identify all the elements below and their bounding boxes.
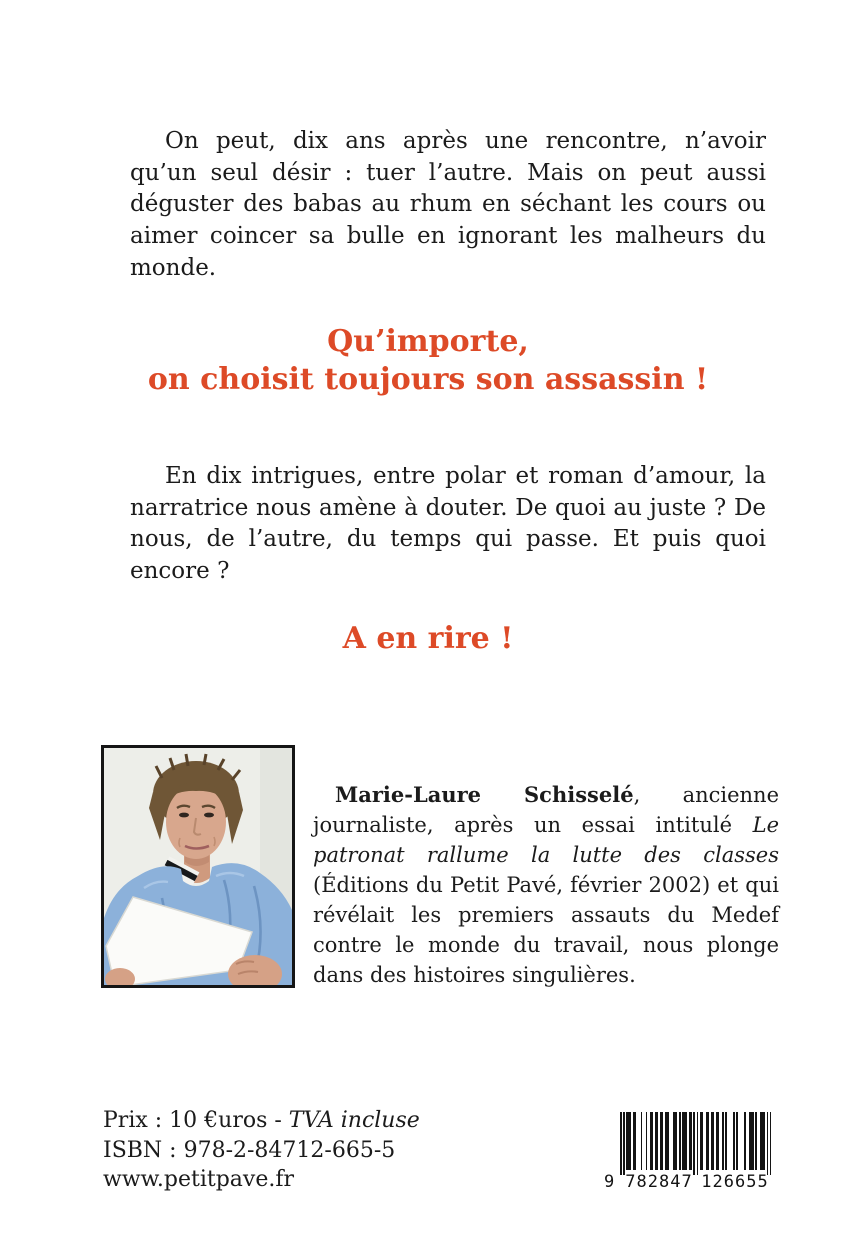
barcode-bars: [620, 1112, 772, 1175]
bio-text-2: (Éditions du Petit Pavé, février 2002) et qui révélait les premiers assauts du Medef contre le monde du travail, nous plonge dans des histoires singulières.: [313, 873, 779, 987]
tagline-primary: [110, 323, 746, 399]
face: [166, 782, 226, 859]
isbn-line: ISBN : 978-2-84712-665-5: [103, 1137, 396, 1163]
book-title: Le patronat rallume la lutte des classes: [313, 813, 779, 867]
author-bio: [313, 780, 779, 990]
bio-text-1: , ancienne journaliste, après un essai intitulé: [313, 783, 780, 837]
tagline-line-1: Qu’importe,: [327, 324, 529, 359]
price-tva-note: TVA incluse: [288, 1108, 420, 1133]
synopsis-paragraph-2: En dix intrigues, entre polar et roman d’amour, la narratrice nous amène à douter. De quoi au juste ? De nous, de l’autre, du temps qui passe. Et puis quoi encore ?: [130, 463, 766, 585]
barcode-digit-lead: 9: [604, 1172, 615, 1192]
tagline-secondary: A en rire !: [342, 621, 514, 656]
tagline-line-2: on choisit toujours son assassin !: [147, 362, 709, 397]
author-name: Marie-Laure Schisselé: [335, 782, 634, 807]
author-photo: [101, 745, 295, 988]
price-line: [103, 1106, 420, 1136]
barcode-digits: [604, 1171, 772, 1192]
barcode-digit-group-1: 782847: [625, 1172, 693, 1192]
barcode: [604, 1112, 772, 1192]
footer-info: [103, 1106, 420, 1195]
synopsis-paragraph-1: On peut, dix ans après une rencontre, n’avoir qu’un seul désir : tuer l’autre. Mais on peut aussi déguster des babas au rhum en séchant les cours ou aimer coincer sa bulle en ignorant les malheurs du monde.: [130, 128, 766, 281]
author-portrait-illustration: [104, 748, 292, 985]
price-text: Prix : 10 €uros -: [103, 1108, 289, 1133]
barcode-digit-group-2: 126655: [701, 1172, 769, 1192]
website-line: www.petitpave.fr: [103, 1167, 294, 1192]
